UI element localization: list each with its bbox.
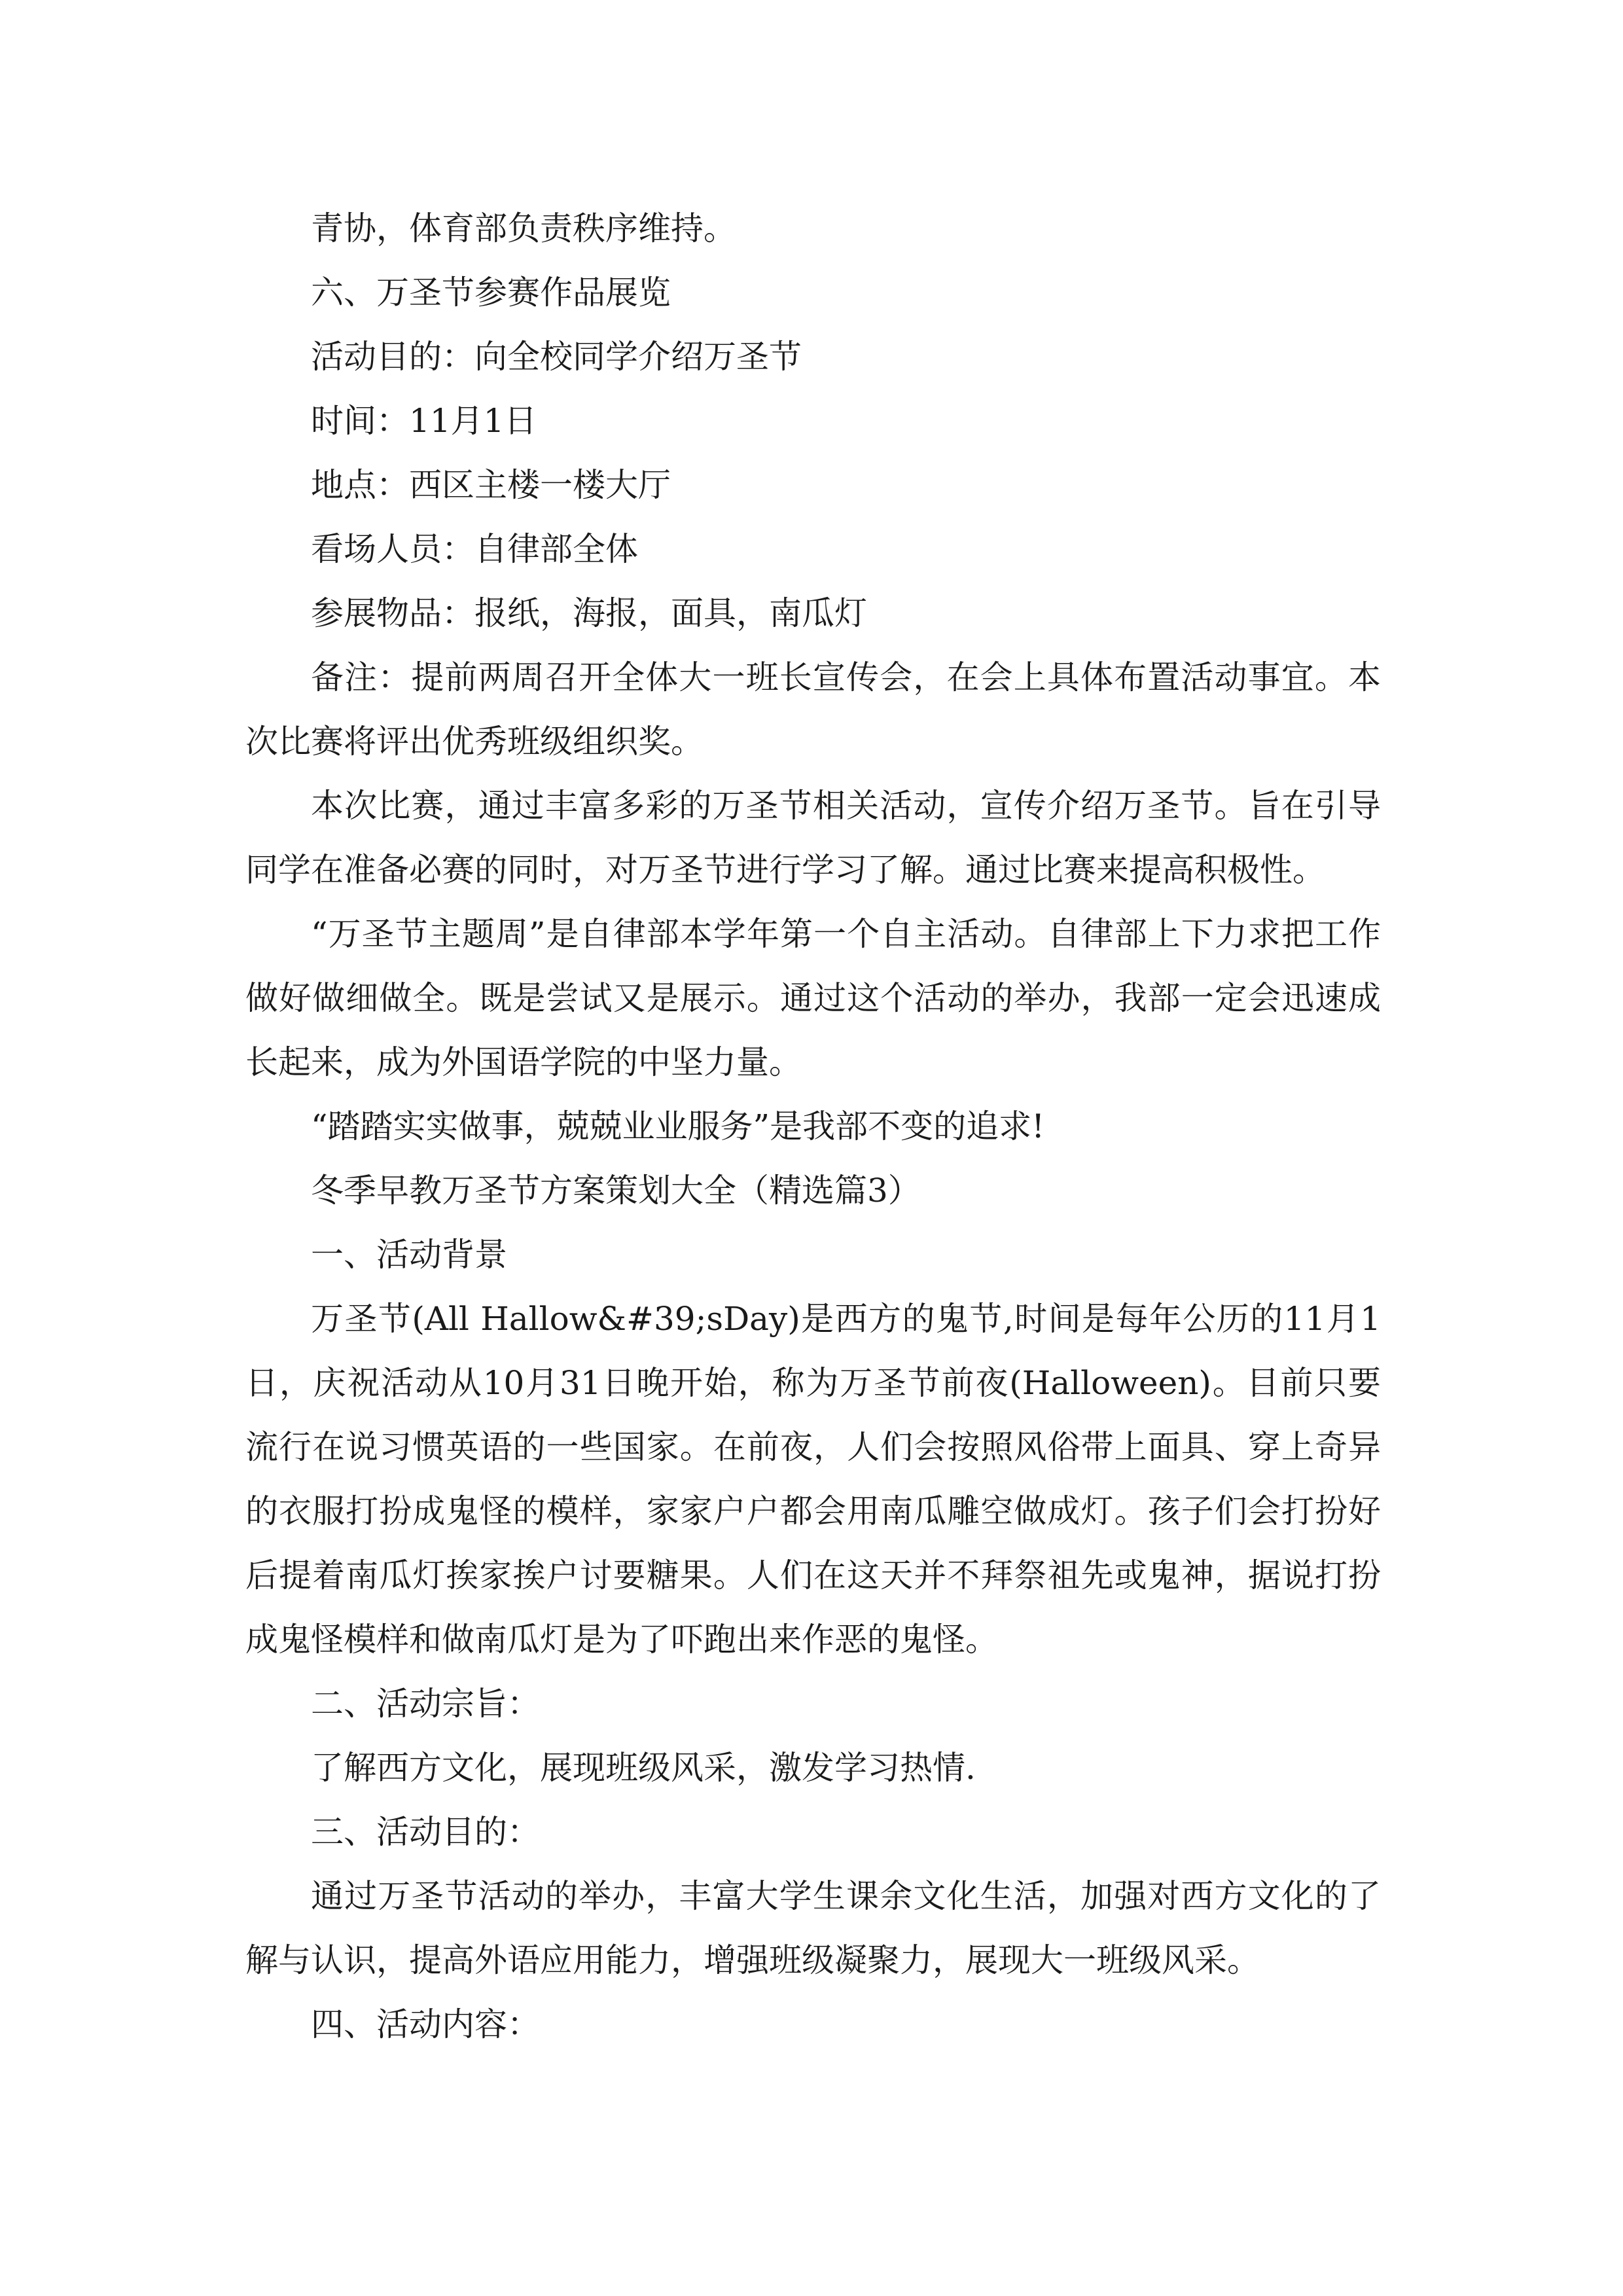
paragraph-1: 青协，体育部负责秩序维持。 — [311, 209, 736, 247]
paragraph-background: 万圣节(All Hallow&#39;sDay)是西方的鬼节,时间是每年公历的11月1日，庆祝活动从10月31日晚开始，称为万圣节前夜(Halloween)。目前只要流行在说习惯英语的一些国家。在前夜，人们会按照风俗带上面具、穿上奇异的衣服打扮成鬼怪的模样，家家户户都会用南瓜雕空做成灯。孩子们会打扮好后提着南瓜灯挨家挨户讨要糖果。人们在这天并不拜祭祖先或鬼神，据说打扮成鬼怪模样和做南瓜灯是为了吓跑出来作恶的鬼怪。 — [245, 1300, 1381, 1659]
paragraph-time: 时间：11月1日 — [311, 402, 537, 440]
paragraph-purpose: 了解西方文化，展现班级风采，激发学习热情. — [311, 1749, 976, 1787]
paragraph-staff: 看场人员：自律部全体 — [311, 530, 638, 568]
heading-content: 四、活动内容： — [311, 2005, 540, 2043]
paragraph-summary: 本次比赛，通过丰富多彩的万圣节相关活动，宣传介绍万圣节。旨在引导同学在准备必赛的同时，对万圣节进行学习了解。通过比赛来提高积极性。 — [245, 787, 1381, 889]
heading-section-6: 六、万圣节参赛作品展览 — [311, 274, 671, 312]
paragraph-theme-week: “万圣节主题周”是自律部本学年第一个自主活动。自律部上下力求把工作做好做细做全。既是尝试又是展示。通过这个活动的举办，我部一定会迅速成长起来，成为外国语学院的中坚力量。 — [245, 915, 1381, 1081]
paragraph-exhibits: 参展物品：报纸，海报，面具，南瓜灯 — [311, 594, 867, 632]
heading-goal: 三、活动目的： — [311, 1813, 540, 1851]
paragraph-goal: 通过万圣节活动的举办，丰富大学生课余文化生活，加强对西方文化的了解与认识，提高外语应用能力，增强班级凝聚力，展现大一班级风采。 — [245, 1877, 1381, 1979]
paragraph-motto: “踏踏实实做事，兢兢业业服务”是我部不变的追求! — [311, 1107, 1045, 1145]
document-body — [245, 196, 1381, 2056]
heading-article-3: 冬季早教万圣节方案策划大全（精选篇3） — [311, 1172, 921, 1210]
paragraph-activity-purpose: 活动目的：向全校同学介绍万圣节 — [311, 338, 802, 376]
heading-background: 一、活动背景 — [311, 1236, 507, 1274]
paragraph-location: 地点：西区主楼一楼大厅 — [311, 466, 671, 504]
paragraph-remarks: 备注：提前两周召开全体大一班长宣传会，在会上具体布置活动事宜。本次比赛将评出优秀班级组织奖。 — [245, 658, 1381, 761]
heading-purpose: 二、活动宗旨： — [311, 1685, 540, 1723]
